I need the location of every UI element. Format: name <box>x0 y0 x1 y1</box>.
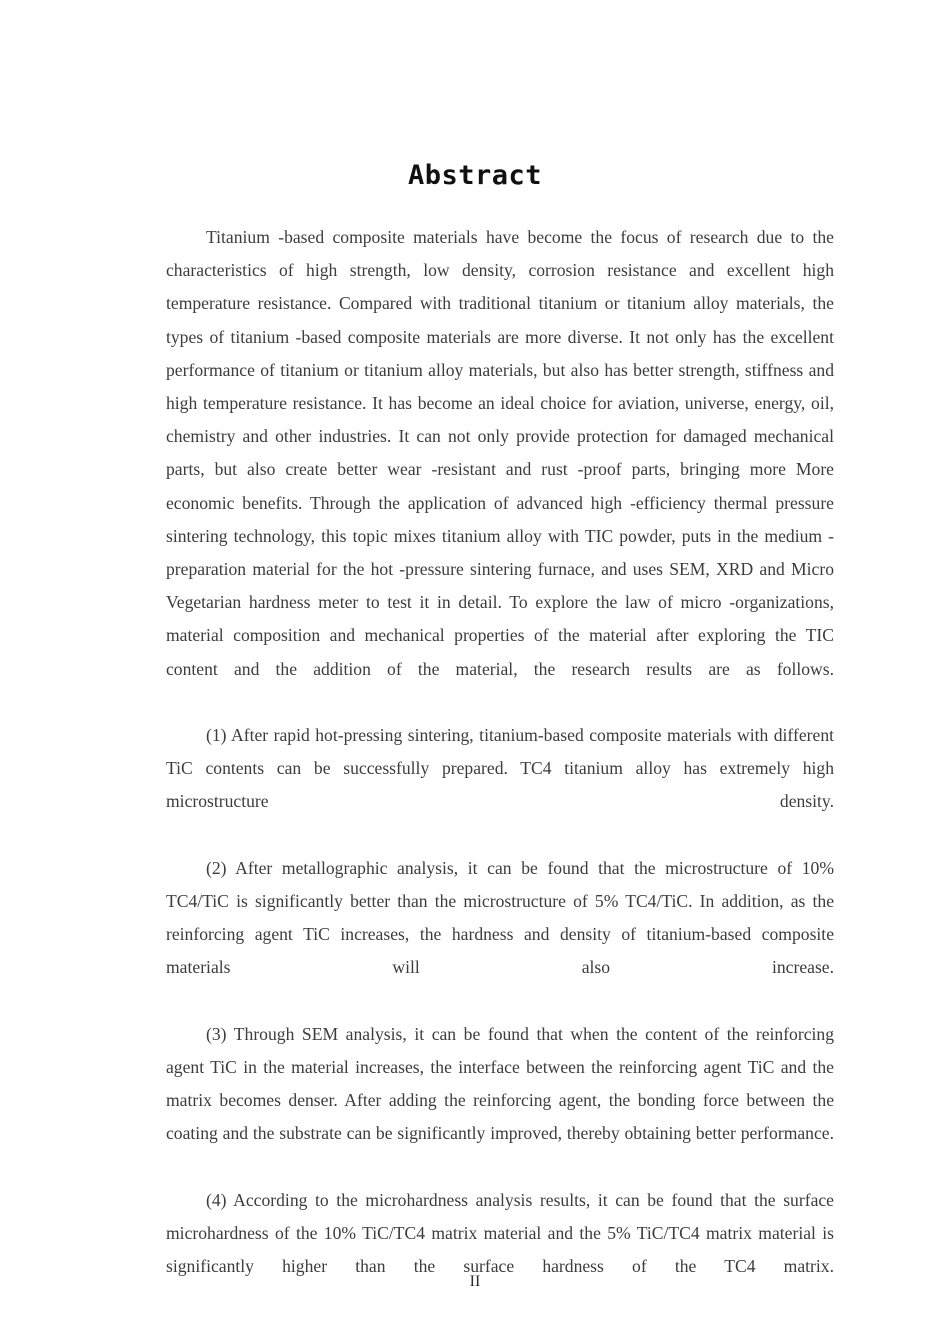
paragraph-finding-2: (2) After metallographic analysis, it can be found that the microstructure of 10% TC4/TiC is significantly better than the microstructure of 5% TC4/TiC. In addition, as the reinforcing agent TiC increases, the hardness and density of titanium-based composite materials will also increase. <box>166 857 834 978</box>
paragraph-finding-3: (3) Through SEM analysis, it can be found that when the content of the reinforcing agent TiC in the material increases, the interface between the reinforcing agent TiC and the matrix becomes denser. After adding the reinforcing agent, the bonding force between the coating and the substrate can be significantly improved, thereby obtaining better performance. <box>166 1023 834 1144</box>
paragraph-intro: Titanium -based composite materials have become the focus of research due to the characteristics of high strength, low density, corrosion resistance and excellent high temperature resistance. Compared with traditional titanium or titanium alloy materials, the types of titanium -based composite materials are more diverse. It not only has the excellent performance of titanium or titanium alloy materials, but also has better strength, stiffness and high temperature resistance. It has become an ideal choice for aviation, universe, energy, oil, chemistry and other industries. It can not only provide protection for damaged mechanical parts, but also create better wear -resistant and rust -proof parts, bringing more More economic benefits. Through the application of advanced high -efficiency thermal pressure sintering technology, this topic mixes titanium alloy with TIC powder, puts in the medium -preparation material for the hot -pressure sintering furnace, and uses SEM, XRD and Micro Vegetarian hardness meter to test it in detail. To explore the law of micro -organizations, material composition and mechanical properties of the material after exploring the TIC content and the addition of the material, the research results are as follows. <box>166 227 834 679</box>
paragraph-finding-4: (4) According to the microhardness analysis results, it can be found that the surface microhardness of the 10% TiC/TC4 matrix material and the 5% TiC/TC4 matrix material is significantly higher than the surface hardness of the TC4 matrix. <box>166 1189 834 1277</box>
paragraph-finding-1: (1) After rapid hot-pressing sintering, titanium-based composite materials with different TiC contents can be successfully prepared. TC4 titanium alloy has extremely high microstructure density. <box>166 725 834 812</box>
page-number: II <box>469 1273 481 1290</box>
abstract-body <box>166 221 834 1317</box>
page-title: Abstract <box>407 160 543 191</box>
